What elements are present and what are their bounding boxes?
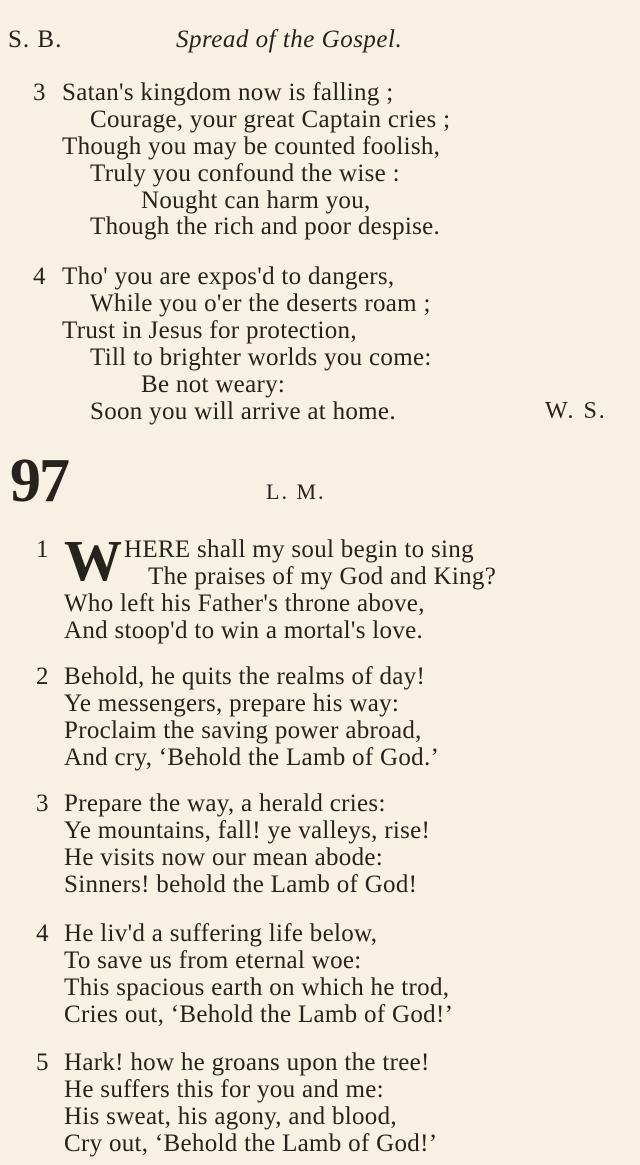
verse-4-line-2: To save us from eternal woe: xyxy=(64,947,362,974)
prev-verse-3-number: 3 xyxy=(33,79,46,106)
prev-verse-4-line-3: Trust in Jesus for protection, xyxy=(62,317,357,344)
prev-verse-4-number: 4 xyxy=(33,263,46,290)
verse-1-line-1: HERE shall my soul begin to sing xyxy=(124,536,474,563)
verse-3-line-1: Prepare the way, a herald cries: xyxy=(64,790,386,817)
verse-2-line-3: Proclaim the saving power abroad, xyxy=(64,717,422,744)
hymn-meter: L. M. xyxy=(266,479,326,504)
drop-cap-letter: W xyxy=(64,528,122,593)
verse-1-line-3: Who left his Father's throne above, xyxy=(64,590,425,617)
page-header-initials: S. B. xyxy=(8,26,63,53)
verse-3-number: 3 xyxy=(36,790,49,817)
verse-5-line-2: He suffers this for you and me: xyxy=(64,1076,384,1103)
prev-verse-4-line-5: Be not weary: xyxy=(141,371,286,398)
prev-verse-3-line-5: Nought can harm you, xyxy=(141,187,371,214)
prev-verse-3-line-3: Though you may be counted foolish, xyxy=(62,133,441,160)
hymn-number: 97 xyxy=(10,447,68,515)
prev-verse-4-line-4: Till to brighter worlds you come: xyxy=(90,344,432,371)
verse-2-line-2: Ye messengers, prepare his way: xyxy=(64,690,400,717)
prev-verse-4-line-1: Tho' you are expos'd to dangers, xyxy=(62,263,395,290)
verse-4-number: 4 xyxy=(36,920,49,947)
prev-verse-3-line-1: Satan's kingdom now is falling ; xyxy=(62,79,394,106)
verse-2-number: 2 xyxy=(36,663,49,690)
verse-1-line-2: The praises of my God and King? xyxy=(148,563,497,590)
verse-4-line-3: This spacious earth on which he trod, xyxy=(64,974,450,1001)
verse-4-line-4: Cries out, ‘Behold the Lamb of God!’ xyxy=(64,1001,454,1028)
verse-3-line-2: Ye mountains, fall! ye valleys, rise! xyxy=(64,817,431,844)
verse-5-line-3: His sweat, his agony, and blood, xyxy=(64,1103,397,1130)
verse-5-line-4: Cry out, ‘Behold the Lamb of God!’ xyxy=(64,1130,438,1157)
verse-3-line-3: He visits now our mean abode: xyxy=(64,844,384,871)
prev-verse-4-line-6: Soon you will arrive at home. xyxy=(90,398,396,425)
prev-verse-3-line-6: Though the rich and poor despise. xyxy=(90,213,441,240)
verse-5-line-1: Hark! how he groans upon the tree! xyxy=(64,1049,430,1076)
verse-3-line-4: Sinners! behold the Lamb of God! xyxy=(64,871,418,898)
author-initials: W. S. xyxy=(545,398,607,424)
verse-1-number: 1 xyxy=(36,536,49,563)
verse-5-number: 5 xyxy=(36,1049,49,1076)
verse-2-line-1: Behold, he quits the realms of day! xyxy=(64,663,426,690)
verse-4-line-1: He liv'd a suffering life below, xyxy=(64,920,378,947)
prev-verse-4-line-2: While you o'er the deserts roam ; xyxy=(90,290,431,317)
prev-verse-3-line-2: Courage, your great Captain cries ; xyxy=(90,106,451,133)
prev-verse-3-line-4: Truly you confound the wise : xyxy=(90,160,400,187)
page-header-title: Spread of the Gospel. xyxy=(176,26,403,53)
verse-2-line-4: And cry, ‘Behold the Lamb of God.’ xyxy=(64,744,440,771)
verse-1-line-4: And stoop'd to win a mortal's love. xyxy=(64,617,424,644)
